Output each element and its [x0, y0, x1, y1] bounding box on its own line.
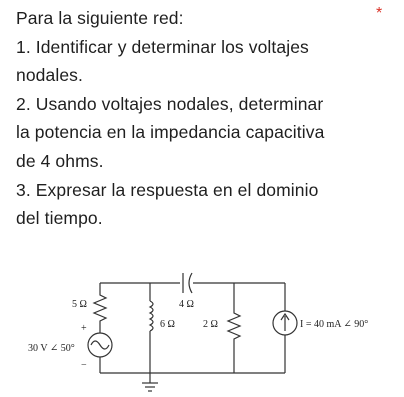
current-source-label: I = 40 mA ∠ 90°	[300, 319, 369, 330]
resistor-2ohm	[228, 283, 240, 373]
inductor-label: 6 Ω	[160, 319, 175, 330]
voltage-source-label: 30 V ∠ 50°	[28, 343, 75, 354]
resistor-2-label: 2 Ω	[203, 319, 218, 330]
circuit-diagram	[0, 255, 404, 397]
resistor-5-label: 5 Ω	[72, 299, 87, 310]
bottom-wire	[100, 373, 285, 383]
capacitor-4ohm	[183, 273, 192, 293]
required-asterisk: *	[376, 5, 383, 22]
plus-sign: +	[81, 323, 87, 334]
question-text: Para la siguiente red: 1. Identificar y determinar los voltajes nodales. 2. Usando voltajes nodales, determinar la potencia en la impedancia capacitiva de 4 ohms. 3. Expresar la respuesta en el dominio del tiempo.	[16, 8, 325, 229]
capacitor-label: 4 Ω	[179, 299, 194, 310]
inductor-6ohm	[150, 283, 153, 373]
ground-icon	[142, 383, 158, 391]
minus-sign: −	[81, 360, 87, 371]
resistor-5ohm	[94, 283, 106, 331]
